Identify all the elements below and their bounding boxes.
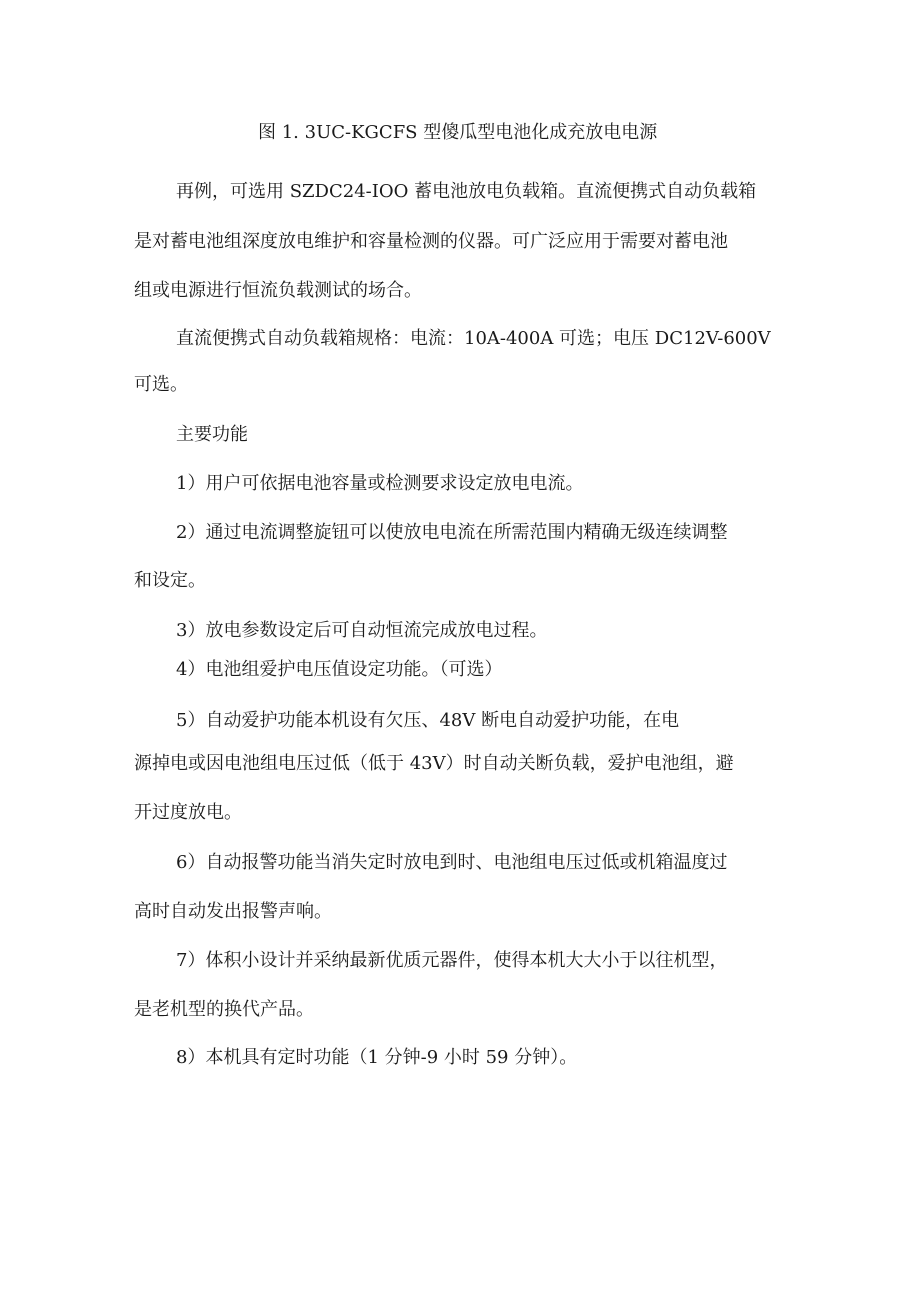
- section-heading: 主要功能: [176, 424, 248, 445]
- list-item-line: 2）通过电流调整旋钮可以使放电电流在所需范围内精确无级连续调整: [176, 522, 728, 543]
- list-item-line: 7）体积小设计并采纳最新优质元器件，使得本机大大小于以往机型，: [176, 950, 728, 971]
- list-item-line: 开过度放电。: [134, 802, 242, 823]
- list-item-line: 8）本机具有定时功能（1 分钟-9 小时 59 分钟）。: [176, 1047, 578, 1068]
- paragraph-line: 是对蓄电池组深度放电维护和容量检测的仪器。可广泛应用于需要对蓄电池: [134, 231, 728, 252]
- list-item-line: 是老机型的换代产品。: [134, 999, 314, 1020]
- list-item-line: 高时自动发出报警声响。: [134, 901, 332, 922]
- paragraph-line: 直流便携式自动负载箱规格：电流：10A-400A 可选；电压 DC12V-600V: [176, 328, 771, 349]
- paragraph-line: 再例，可选用 SZDC24-IOO 蓄电池放电负载箱。直流便携式自动负载箱: [176, 181, 757, 202]
- list-item-line: 1）用户可依据电池容量或检测要求设定放电电流。: [176, 473, 584, 494]
- list-item-line: 3）放电参数设定后可自动恒流完成放电过程。: [176, 620, 548, 641]
- figure-caption: 图 1. 3UC-KGCFS 型傻瓜型电池化成充放电电源: [258, 122, 658, 143]
- paragraph-line: 可选。: [134, 374, 188, 395]
- list-item-line: 和设定。: [134, 570, 206, 591]
- list-item-line: 4）电池组爱护电压值设定功能。（可选）: [176, 659, 503, 680]
- list-item-line: 6）自动报警功能当消失定时放电到时、电池组电压过低或机箱温度过: [176, 852, 728, 873]
- list-item-line: 5）自动爱护功能本机设有欠压、48V 断电自动爱护功能，在电: [176, 710, 680, 731]
- list-item-line: 源掉电或因电池组电压过低（低于 43V）时自动关断负载，爱护电池组，避: [134, 753, 734, 774]
- paragraph-line: 组或电源进行恒流负载测试的场合。: [134, 280, 422, 301]
